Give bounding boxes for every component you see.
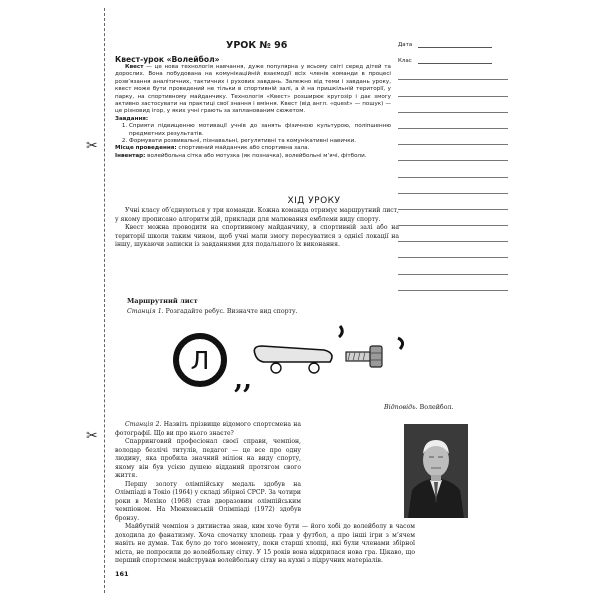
answer-label: Відповідь. <box>384 404 418 411</box>
note-line <box>398 241 508 242</box>
station-2-label: Станція 2. <box>125 421 162 428</box>
inventory-text: волейбольна сітка або мотузка (як позначка), волейбольні м’ячі, фітболи. <box>145 152 367 159</box>
note-line <box>398 160 508 161</box>
intro-section <box>115 64 391 160</box>
date-label: Дата <box>398 42 413 48</box>
note-line <box>398 128 508 129</box>
note-line <box>398 209 508 210</box>
rebus-letter: Л <box>190 346 210 375</box>
note-line <box>398 144 508 145</box>
station-2-paragraph: Першу золоту олімпійську медаль здобув на Олімпіаді в Токіо (1964) у складі збірної СРСР. За чотири роки в Мехіко (1968) став дворазовим олімпійським чемпіоном. На Мюнхенській Олімпіаді (1972) здобув бронзу. <box>115 480 301 522</box>
station-2-question: Назвіть прізвище відомого спортсмена на фотографії. Що ви про нього знаєте? <box>115 421 301 437</box>
station-1-task <box>127 308 298 315</box>
date-field <box>398 42 492 48</box>
lesson-body <box>115 207 399 250</box>
body-paragraph: Квест можна проводити на спортивному майданчику, в спортивній залі або на території школи таким чином, щоб учні мали змогу пересуватися з однієї локації на іншу, шукаючи записки із завданнями для подальшого їх виконання. <box>115 224 399 249</box>
place-text: спортивний майданчик або спортивна зала. <box>176 145 310 152</box>
note-line <box>398 193 508 194</box>
scissors-icon: ✂ <box>86 428 98 444</box>
quest-title: Квест-урок «Волейбол» <box>115 55 220 64</box>
station-1-text: Розгадайте ребус. Визначте вид спорту. <box>163 308 298 315</box>
note-line <box>398 290 508 291</box>
station-1-label: Станція 1. <box>127 308 164 315</box>
answer-text: Волейбол. <box>417 404 454 411</box>
apostrophe-mark <box>398 338 403 349</box>
rebus-commas: ,, <box>234 365 253 395</box>
station-2-section <box>115 421 415 566</box>
task-item: 2. Формувати розвивальні, пізнавальні, регулятивні та комунікативні навички. <box>129 138 391 145</box>
station-1-answer <box>384 404 454 411</box>
class-label: Клас <box>398 58 412 64</box>
tasks-list <box>115 123 391 145</box>
note-line <box>398 177 508 178</box>
bolt-icon <box>346 346 382 367</box>
route-sheet-title: Маршрутний лист <box>127 297 198 305</box>
place-label: Місце проведення: <box>115 145 177 152</box>
note-line <box>398 257 508 258</box>
definition-text: — це нова технологія навчання, дуже популярна у всьому світі серед дітей та дорослих. Вона побудована на комунікаційній взаємодії всіх членів команди в процесі розв’язання аналітичних, тактичних і рухових завдань. Залежно від теми і завдань уроку, квест може бути проведений не тільки в спортивній залі, а й на пришкільній території, у парку, на спортивному майданчику. Технологія «Квест» розширює кругозір і дає змогу активно застосувати на практиці свої знання і вміння. Квест (від англ. «quest» — пошук) — це різновид ігор, у яких учні грають за запланованим сюжетом. <box>115 64 391 115</box>
tasks-label: Завдання: <box>115 115 149 122</box>
note-line <box>398 225 508 226</box>
inventory-label: Інвентар: <box>115 152 146 159</box>
class-field <box>398 58 492 64</box>
note-line <box>398 96 508 97</box>
rebus-picture <box>160 322 420 397</box>
task-item: 1. Сприяти підвищенню мотивації учнів до занять фізичною культурою, поліпшенню предметних результатів. <box>129 123 391 138</box>
note-line <box>398 112 508 113</box>
apostrophe-mark <box>339 326 342 337</box>
section-title: ХІД УРОКУ <box>287 196 341 206</box>
scissors-icon: ✂ <box>86 138 98 154</box>
station-2-paragraph: Майбутній чемпіон з дитинства знав, ким хоче бути — його хобі до волейболу в часом доходила до фанатизму. Хоча спочатку хлопець грав у футбол, а про інші ігри з м’ячем навіть не думав. Так було до того моменту, поки старші хлопці, які були членами збірної міста, не попросили до волейбольну сітку. У 15 років вона відкрилася нова гра. Цікаво, що перший спортсмен майстрував волейбольну сітку на кухні з підручних матеріалів. <box>115 523 415 564</box>
definition-term: Квест <box>125 64 144 70</box>
body-paragraph: Учні класу об’єднуються у три команди. Кожна команда отримує маршрутний лист, у якому прописано алгоритм дій, приклади для малювання емблеми виду спорту. <box>115 207 399 223</box>
class-input-line <box>418 63 492 64</box>
page-number: 161 <box>115 570 129 578</box>
note-line <box>398 79 508 80</box>
lesson-title: УРОК № 96 <box>226 40 288 51</box>
skateboard-icon <box>254 346 332 373</box>
date-input-line <box>418 47 492 48</box>
note-line <box>398 274 508 275</box>
station-2-paragraph: Спарринговий професіонал своєї справи, чемпіон, володар безлічі титулів, педагог — це все про одну людину, яка пробила значний міліон на виду спорту, якому він був усією душею відданий протягом свого життя. <box>115 438 301 479</box>
athlete-photo <box>404 424 468 518</box>
cut-line <box>104 8 105 593</box>
